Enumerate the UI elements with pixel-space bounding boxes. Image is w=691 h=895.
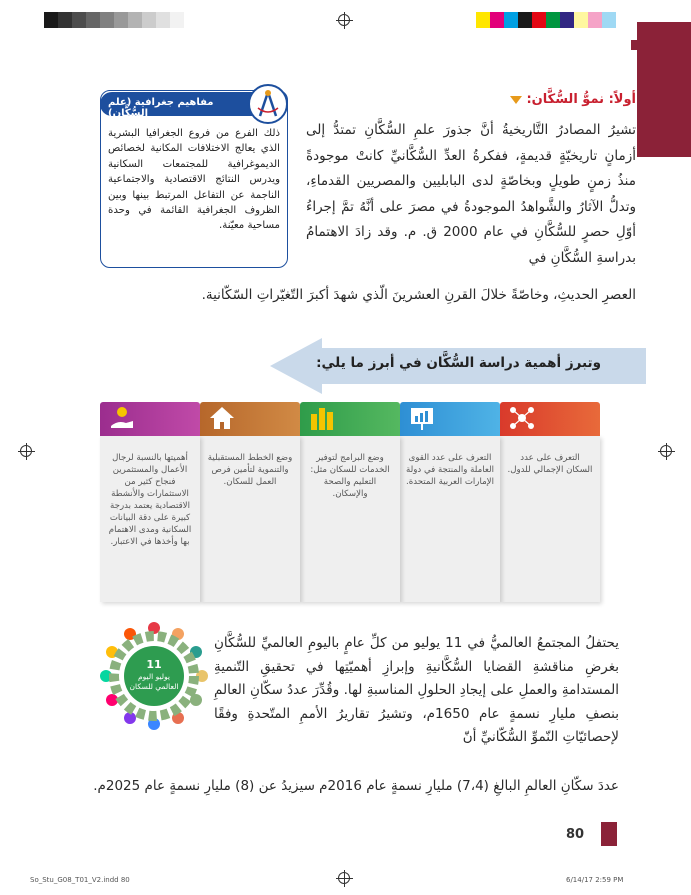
concept-header: مفاهيم جغرافية (علم السُّكَّان) (100, 92, 270, 116)
world-day-paragraph-continued: عددَ سكّانِ العالمِ البالغِ (7،4) مليارِ نسمةٍ عام 2016م سيزيدُ عن (8) مليارِ نسمةٍ عام 2025م. (93, 778, 619, 794)
world-population-day-badge (94, 616, 214, 736)
footer-date: 6/14/17 2:59 PM (566, 876, 624, 884)
card-text: التعرف على عدد السكان الإجمالي للدول. (507, 453, 593, 475)
hand-coins-icon (108, 404, 136, 432)
badge-line1: يوليو اليوم (138, 672, 170, 681)
importance-card (300, 402, 400, 602)
buildings-icon (308, 404, 336, 432)
world-day-paragraph: يحتفلُ المجتمعُ العالميُّ في 11 يوليو من كلِّ عامٍ باليومِ العالميِّ للسُّكَّانِ بغرضِ مناقشةِ القضايا السُّكَّانيةِ وإبرازِ أهميّتِها في تحقيقِ التّنميةِ المستدامةِ والعملِ على إيجادِ الحلولِ المناسبةِ لها. وقُدِّرَ عددُ سكّانِ العالمِ بنصفِ مليارِ نسمةٍ عام 1650م، وتشيرُ تقاريرُ الأممِ المتّحدةِ وفقًا لإحصائيّاتِ النّموِّ السُّكّانيِّ أنّ (214, 635, 619, 746)
concept-definition: ذلك الفرع من فروع الجغرافيا البشرية الذي يعالج الاختلافات المكانية لخصائص الديموغرافية للمجتمعات السكانية ويدرس النتائج الاقتصادية والاجتماعية الناجمة عن التفاعل المرتبط بينها وبين الظروف الجغرافية القائمة في وحدة مساحية معيّنة. (108, 128, 280, 232)
card-text: وضع الخطط المستقبلية والتنموية لتأمين فرص العمل للسكان. (207, 453, 293, 487)
registration-mark (20, 445, 32, 457)
intro-paragraph: تشيرُ المصادرُ التَّاريخيةُ أنَّ جذورَ علمِ السُّكَّانِ تمتدُّ إلى أزمانٍ تاريخيّةٍ قديمةٍ، ففكرةُ العدِّ السُّكَّانيِّ كانتْ موجودةً منذُ زمنٍ طويلٍ وبخاصّةٍ لدى البابليين والمصريين القدماءِ، وتدلُّ الآثارُ والشَّواهدُ الموجودةُ في مصرَ على أنَّهُ تمَّ إجراءُ أوّلِ حصرٍ للسُّكَّانِ في عام 2000 ق. م. وقد زادَ الاهتمامُ بدراسةِ السُّكَّانِ في (306, 122, 636, 266)
page-number: 80 (566, 827, 585, 842)
section-heading: أولاً: نموُّ السُّكَّان: (510, 92, 636, 107)
importance-card (400, 402, 500, 602)
badge-number: 11 (146, 658, 162, 671)
presentation-icon (408, 404, 436, 432)
grayscale-bar (44, 12, 184, 28)
network-icon (508, 404, 536, 432)
banner-text: وتبرز أهمية دراسة السُّكَّان في أبرز ما يلي: (316, 355, 601, 371)
house-icon (208, 404, 236, 432)
badge-line2: العالمي للسكان (129, 682, 179, 691)
registration-mark (338, 14, 350, 26)
compass-icon (248, 84, 288, 124)
registration-mark (660, 445, 672, 457)
footer-file-name: So_Stu_G08_T01_V2.indd 80 (30, 876, 130, 884)
triangle-icon (510, 96, 522, 104)
intro-paragraph-continued: العصرِ الحديثِ، وخاصّةً خلالَ القرنِ العشرينَ الّذي شهدَ أكبرَ التّغيّراتِ السّكّانية. (201, 287, 636, 303)
page-number-bar (601, 822, 617, 846)
card-text: وضع البرامج لتوفير الخدمات للسكان مثل: التعليم والصحة والإسكان. (310, 453, 390, 499)
card-text: التعرف على عدد القوى العاملة والمنتجة في دولة الإمارات العربية المتحدة. (406, 453, 494, 487)
chapter-tab (637, 22, 691, 157)
importance-card (500, 402, 600, 602)
importance-card (100, 402, 200, 602)
color-bar (476, 12, 616, 28)
registration-mark (338, 872, 350, 884)
importance-card (200, 402, 300, 602)
card-text: أهميتها بالنسبة لرجال الأعمال والمستثمرين فنجاح كثير من الاستثمارات والأنشطة الاقتصادية يعتمد بدرجة كبيرة على دقة البيانات السكانية ومدى الاهتمام بها وأخذها في الاعتبار. (108, 453, 192, 547)
